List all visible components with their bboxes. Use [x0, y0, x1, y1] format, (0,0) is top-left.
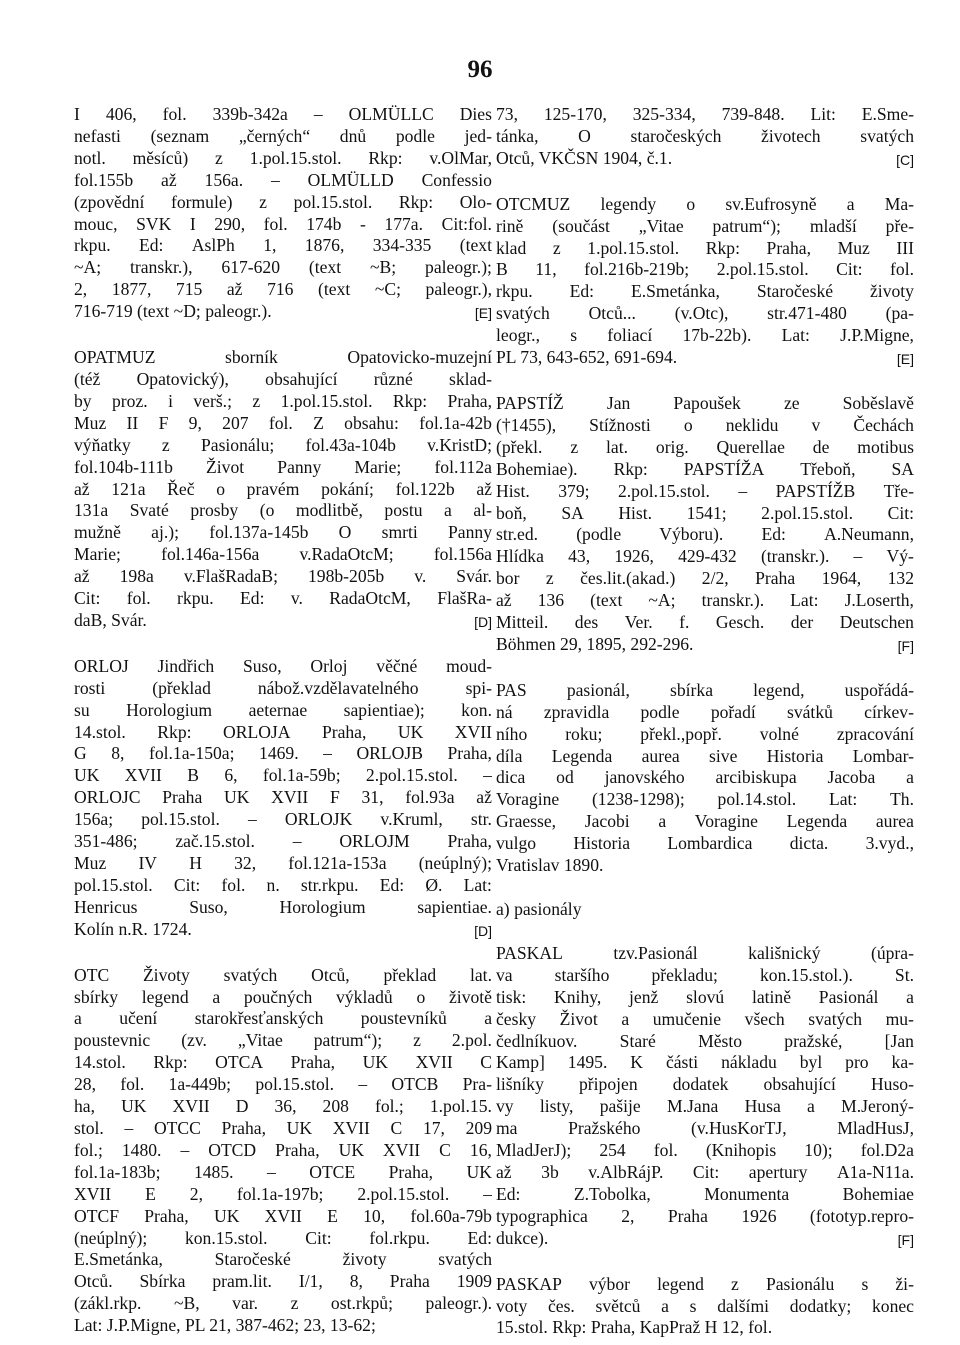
text-line-content: Otců, VKČSN 1904, č.1. [496, 147, 673, 168]
text-line: svatých Otců... (v.Otc), str.471-480 (pa- [496, 303, 914, 324]
text-line: Bohemiae). Rkp: PAPSTÍŽA Třeboň, SA [496, 458, 914, 479]
text-line: typographica 2, Praha 1926 (fototyp.repro- [496, 1205, 914, 1226]
text-line-content: 15.stol. Rkp: Praha, KapPraž H 12, fol. [496, 1317, 773, 1338]
text-line: mouc, SVK I 290, fol. 174b - 177a. Cit:fol. [74, 213, 492, 234]
text-line-content: dukce). [496, 1227, 549, 1248]
text-line [74, 301, 492, 325]
text-line [74, 919, 492, 943]
text-line: Ed: Z.Tobolka, Monumenta Bohemiae [496, 1183, 914, 1204]
text-line [496, 148, 914, 172]
entry-paragraph [74, 656, 492, 943]
text-line: až 121a Řeč o pravém pokání; fol.122b až [74, 478, 492, 499]
text-line: fol.104b-111b Život Panny Marie; fol.112a [74, 456, 492, 477]
text-line-content: Böhmen 29, 1895, 292-296. [496, 633, 694, 654]
text-line: (neúplný); kon.15.stol. Cit: fol.rkpu. Ed: [74, 1227, 492, 1248]
text-line: fol.155b až 156a. – OLMÜLLD Confessio [74, 169, 492, 190]
entry-paragraph [74, 347, 492, 634]
text-line: UK XVII B 6, fol.1a-59b; 2.pol.15.stol. – [74, 765, 492, 786]
entry-paragraph [496, 1274, 914, 1340]
text-line: Muz II F 9, 207 fol. Z obsahu: fol.1a-42b [74, 412, 492, 433]
text-line: vy listy, pašije M.Jana Husa a M.Jeroný- [496, 1096, 914, 1117]
text-line: až 3b v.AlbRájP. Cit: apertury A1a-N11a. [496, 1161, 914, 1182]
text-line-content: daB, Svár. [74, 609, 147, 630]
text-line: PASKAP výbor legend z Pasionálu s ži- [496, 1273, 914, 1294]
source-tag: [E] [474, 305, 492, 322]
entry-paragraph [496, 104, 914, 172]
text-line: ~A; transkr.), 617-620 (text ~B; paleogr.); [74, 257, 492, 278]
source-tag: [E] [896, 351, 914, 368]
text-line: tánka, O staročeských životech svatých [496, 125, 914, 146]
entry-paragraph [496, 899, 914, 921]
text-line: OPATMUZ sborník Opatovicko-muzejní [74, 347, 492, 368]
text-line: 14.stol. Rkp: ORLOJA Praha, UK XVII [74, 721, 492, 742]
text-line: fol.1a-183b; 1485. – OTCE Praha, UK [74, 1161, 492, 1182]
text-line: 28, fol. 1a-449b; pol.15.stol. – OTCB Pra- [74, 1074, 492, 1095]
text-line: čedlníkuov. Staré Město pražské, [Jan [496, 1030, 914, 1051]
text-line: by proz. i verš.; z 1.pol.15.stol. Rkp: Praha, [74, 390, 492, 411]
text-line: rkpu. Ed: E.Smetánka, Staročeské životy [496, 281, 914, 302]
text-line: nefasti (seznam „černých“ dnů podle jed- [74, 125, 492, 146]
source-tag: [D] [474, 613, 492, 630]
text-line: PAS pasionál, sbírka legend, uspořádá- [496, 679, 914, 700]
text-line: leogr., s foliací 17b-22b). Lat: J.P.Migne, [496, 325, 914, 346]
text-line: ná zpravidla podle pořadí svátků církev- [496, 701, 914, 722]
text-line: OTC Životy svatých Otců, překlad lat. [74, 964, 492, 985]
text-line: 2, 1877, 715 až 716 (text ~C; paleogr.), [74, 279, 492, 300]
entry-paragraph [496, 393, 914, 658]
text-line [74, 610, 492, 634]
text-line: G 8, fol.1a-150a; 1469. – ORLOJB Praha, [74, 743, 492, 764]
text-line: B 11, fol.216b-219b; 2.pol.15.stol. Cit: fol. [496, 259, 914, 280]
text-line: 131a Svaté prosby (o modlitbě, postu a al- [74, 500, 492, 521]
entry-paragraph [74, 965, 492, 1337]
text-line: (†1455), Stížnosti o neklidu v Čechách [496, 414, 914, 435]
text-line: boň, SA Hist. 1541; 2.pol.15.stol. Cit: [496, 502, 914, 523]
text-line: Cit: fol. rkpu. Ed: v. RadaOtcM, FlašRa- [74, 588, 492, 609]
text-line-content: PL 73, 643-652, 691-694. [496, 347, 678, 368]
text-line: I 406, fol. 339b-342a – OLMÜLLC Dies [74, 104, 492, 124]
text-line: rkpu. Ed: AslPh 1, 1876, 334-335 (text [74, 235, 492, 256]
source-tag: [D] [474, 922, 492, 939]
text-line: 73, 125-170, 325-334, 739-848. Lit: E.Sme- [496, 104, 914, 124]
entry-paragraph [496, 680, 914, 877]
text-line: Otců. Sbírka pram.lit. I/1, 8, Praha 1909 [74, 1271, 492, 1292]
text-line: MladJerJ); 254 fol. (Knihopis 10); fol.D2a [496, 1140, 914, 1161]
text-line: sbírky legend a poučných výkladů o životě [74, 986, 492, 1007]
text-line-content: Lat: J.P.Migne, PL 21, 387-462; 23, 13-62; [74, 1315, 376, 1336]
text-line: ma Pražského (v.HusKorTJ, MladHusJ, [496, 1118, 914, 1139]
text-line: PASKAL tzv.Pasionál kališnický (úpra- [496, 942, 914, 963]
text-line: su Horologium aeternae sapientiae); kon. [74, 699, 492, 720]
text-line: ORLOJ Jindřich Suso, Orloj věčné moud- [74, 655, 492, 676]
text-line: E.Smetánka, Staročeské životy svatých [74, 1249, 492, 1270]
text-line: 156a; pol.15.stol. – ORLOJK v.Kruml, str. [74, 809, 492, 830]
text-line-content: 716-719 (text ~D; paleogr.). [74, 301, 272, 322]
text-line [74, 1315, 492, 1337]
text-line: výňatky z Pasionálu; fol.43a-104b v.KristD; [74, 434, 492, 455]
source-tag: [C] [896, 151, 914, 168]
text-line: Hist. 379; 2.pol.15.stol. – PAPSTÍŽB Tře- [496, 480, 914, 501]
text-line: stol. – OTCC Praha, UK XVII C 17, 209 [74, 1117, 492, 1138]
text-line: (zpovědní formule) z pol.15.stol. Rkp: Olo- [74, 191, 492, 212]
text-line: 351-486; zač.15.stol. – ORLOJM Praha, [74, 831, 492, 852]
text-line: PAPSTÍŽ Jan Papoušek ze Soběslavě [496, 392, 914, 413]
text-line-content: Kolín n.R. 1724. [74, 918, 192, 939]
entry-paragraph [496, 943, 914, 1252]
text-line [496, 1228, 914, 1252]
text-line: Graesse, Jacobi a Voragine Legenda aurea [496, 811, 914, 832]
text-line [496, 855, 914, 877]
text-line: Kamp] 1495. K části nákladu byl pro ka- [496, 1052, 914, 1073]
text-line: tisk: Knihy, jenž slovú latině Pasionál a [496, 986, 914, 1007]
text-line [496, 1317, 914, 1339]
text-line: (zákl.rkp. ~B, var. z ost.rkpů; paleogr.). [74, 1293, 492, 1314]
text-line: rině (součást „Vitae patrum“); mladší pře- [496, 215, 914, 236]
left-column [74, 104, 492, 1337]
text-line: klad z 1.pol.15.stol. Rkp: Praha, Muz III [496, 237, 914, 258]
text-line: Henricus Suso, Horologium sapientiae. [74, 896, 492, 917]
text-line: poustevnic (zv. „Vitae patrum“); z 2.pol. [74, 1030, 492, 1051]
text-line: dica od janovského arcibiskupa Jacoba a [496, 767, 914, 788]
text-line: OTCMUZ legendy o sv.Eufrosyně a Ma- [496, 193, 914, 214]
entry-paragraph [74, 104, 492, 325]
text-line: 14.stol. Rkp: OTCA Praha, UK XVII C [74, 1052, 492, 1073]
text-line: bor z čes.lit.(akad.) 2/2, Praha 1964, 132 [496, 568, 914, 589]
text-line [496, 347, 914, 371]
right-column [496, 104, 914, 1339]
text-line: ha, UK XVII D 36, 208 fol.; 1.pol.15. [74, 1096, 492, 1117]
text-line: OTCF Praha, UK XVII E 10, fol.60a-79b [74, 1205, 492, 1226]
page-number: 96 [467, 56, 493, 83]
source-tag: [F] [897, 1231, 914, 1248]
text-line: (překl. z lat. orig. Querellae de motibus [496, 436, 914, 457]
text-line: XVII E 2, fol.1a-197b; 2.pol.15.stol. – [74, 1183, 492, 1204]
text-line: ního roku; překl.,popř. volné zpracování [496, 723, 914, 744]
text-line: mužně aj.); fol.137a-145b O smrti Panny [74, 522, 492, 543]
text-line [496, 899, 914, 921]
text-line: Muz IV H 32, fol.121a-153a (neúplný); [74, 853, 492, 873]
text-line: až 198a v.FlašRadaB; 198b-205b v. Svár. [74, 566, 492, 587]
text-line: lišníky připojen dodatek obsahující Huso- [496, 1074, 914, 1095]
text-line: rosti (překlad nábož.vzdělavatelného spi- [74, 677, 492, 698]
text-line [496, 634, 914, 658]
text-line: fol.; 1480. – OTCD Praha, UK XVII C 16, [74, 1139, 492, 1160]
text-line-content: Vratislav 1890. [496, 855, 604, 876]
text-line: pol.15.stol. Cit: fol. n. str.rkpu. Ed: Ø. Lat: [74, 874, 492, 895]
text-line: notl. měsíců) z 1.pol.15.stol. Rkp: v.OlMar, [74, 147, 492, 168]
text-line: a učení starokřesťanských poustevníků a [74, 1008, 492, 1029]
text-line: Mitteil. des Ver. f. Gesch. der Deutschen [496, 612, 914, 633]
text-line: Hlídka 43, 1926, 429-432 (transkr.). – Vý- [496, 546, 914, 567]
text-line-content: a) pasionály [496, 899, 582, 919]
text-line: Voragine (1238-1298); pol.14.stol. Lat: Th. [496, 789, 914, 810]
text-line: Marie; fol.146a-156a v.RadaOtcM; fol.156a [74, 544, 492, 565]
source-tag: [F] [897, 637, 914, 654]
text-line: díla Legenda aurea sive Historia Lombar- [496, 745, 914, 766]
text-line: vulgo Historia Lombardica dicta. 3.vyd., [496, 833, 914, 854]
text-line: česky Život a umučenie všech svatých mu- [496, 1008, 914, 1029]
text-line: str.ed. (podle Výboru). Ed: A.Neumann, [496, 524, 914, 545]
text-line: va staršího překladu; kon.15.stol.). St. [496, 964, 914, 985]
text-line: ORLOJC Praha UK XVII F 31, fol.93a až [74, 787, 492, 808]
text-line: (též Opatovický), obsahující různé sklad- [74, 368, 492, 389]
text-line: voty čes. světců a s dalšími dodatky; konec [496, 1295, 914, 1316]
text-line: až 136 (text ~A; transkr.). Lat: J.Loserth, [496, 590, 914, 611]
entry-paragraph [496, 194, 914, 371]
